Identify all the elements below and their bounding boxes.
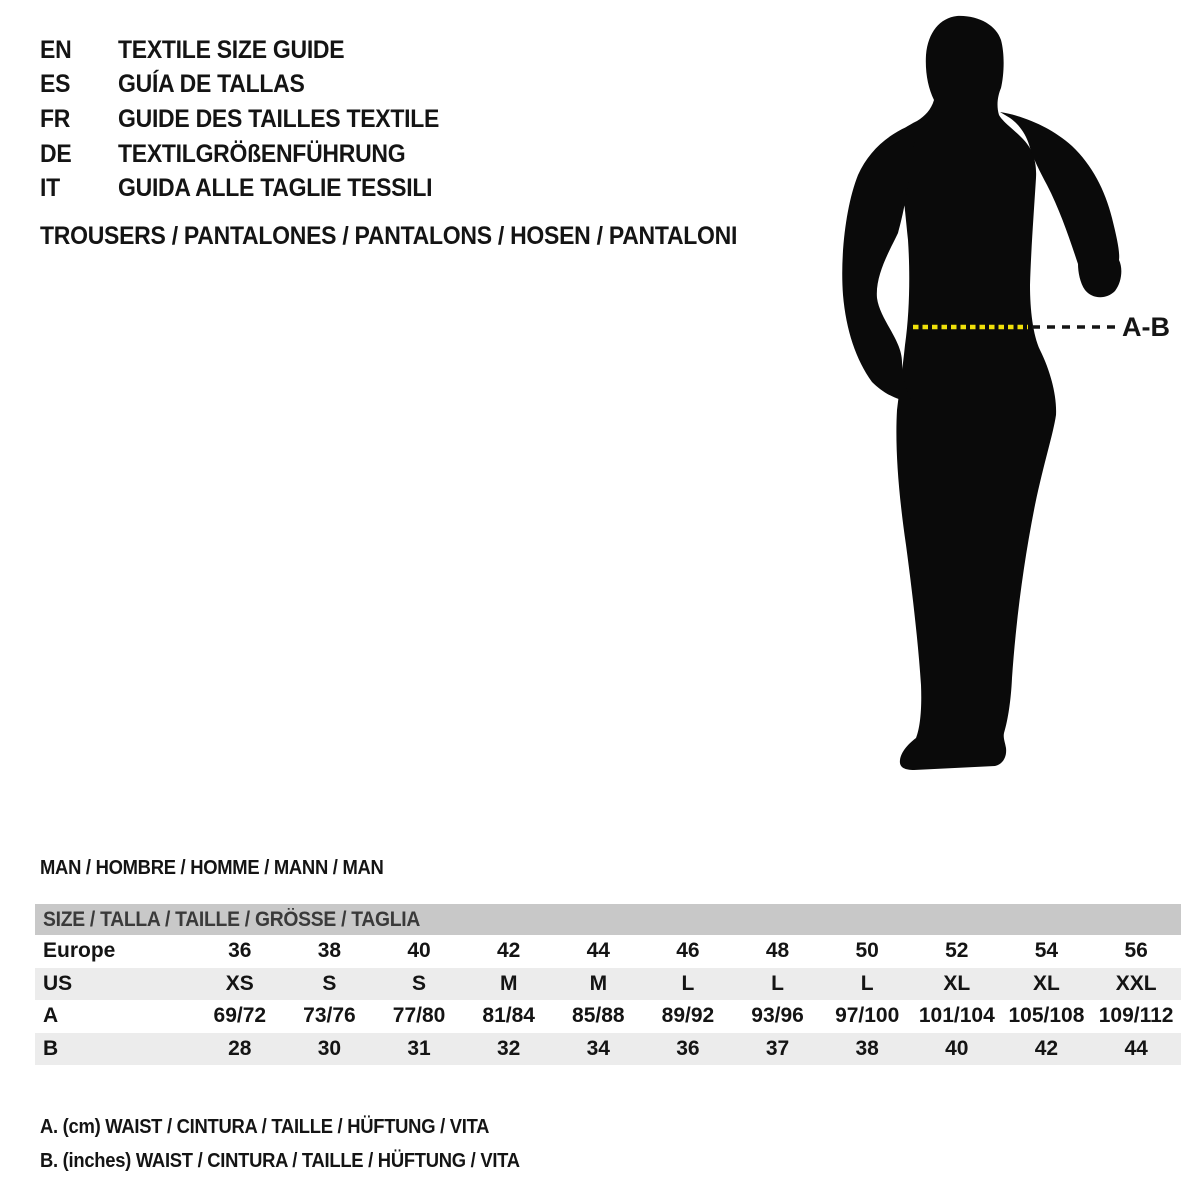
size-cell: S [285,968,375,1001]
lang-code: DE [40,139,72,168]
lang-label: GUIDA ALLE TAGLIE TESSILI [118,174,433,203]
category-heading: TROUSERS / PANTALONES / PANTALONS / HOSEN / PANTALONI [40,222,738,250]
size-cell: 40 [407,939,431,963]
size-cell: 56 [1124,939,1148,963]
size-cell: 44 [1091,1033,1181,1066]
size-cell: 89/92 [661,1004,715,1028]
size-cell: 34 [554,1033,644,1066]
lang-label: GUÍA DE TALLAS [118,70,305,99]
size-cell: M [464,968,554,1001]
size-cell: 48 [765,939,790,963]
lang-row-it [40,171,467,206]
footnotes [40,1110,562,1178]
lang-code: IT [40,174,60,203]
lang-row-es [40,68,467,103]
lang-row-en [40,33,467,68]
size-cell: XS [195,968,285,1001]
lang-label: GUIDE DES TAILLES TEXTILE [118,104,440,133]
size-cell: XXL [1091,968,1181,1001]
table-row-a-cm [35,1000,1181,1033]
size-cell: L [822,968,912,1001]
lang-row-fr [40,102,467,137]
size-cell: 69/72 [213,1004,267,1028]
size-cell: 31 [374,1033,464,1066]
size-cell: 30 [285,1033,375,1066]
footnote-b-inches: B. (inches) WAIST / CINTURA / TAILLE / HÜFTUNG / VITA [40,1150,520,1172]
row-label: US [35,968,195,1001]
size-cell: 52 [945,939,969,963]
size-cell: 93/96 [751,1004,804,1028]
size-cell: XL [912,968,1002,1001]
size-cell: 85/88 [572,1004,625,1028]
lang-label: TEXTILE SIZE GUIDE [118,35,345,64]
man-silhouette-figure [838,4,1190,790]
size-cell: 42 [497,939,521,963]
table-row-b-inches [35,1033,1181,1066]
size-cell: 109/112 [1098,1004,1174,1028]
size-cell: S [374,968,464,1001]
size-cell: 38 [317,939,342,963]
size-table-header: SIZE / TALLA / TAILLE / GRÖSSE / TAGLIA [35,904,1181,935]
table-row-europe [35,935,1181,968]
size-cell: L [643,968,733,1001]
section-heading: MAN / HOMBRE / HOMME / MANN / MAN [40,857,384,879]
language-guide [40,33,467,206]
size-cell: 50 [855,939,879,963]
lang-code: EN [40,35,72,64]
size-table [35,904,1181,1065]
size-cell: 40 [912,1033,1002,1066]
size-cell: 81/84 [482,1004,535,1028]
row-label: B [35,1033,195,1066]
size-cell: 77/80 [392,1004,446,1028]
size-cell: XL [1002,968,1092,1001]
measure-label: A-B [1122,312,1170,342]
size-cell: 73/76 [303,1004,356,1028]
size-cell: 97/100 [835,1004,900,1028]
lang-code: FR [40,104,71,133]
size-cell: 36 [643,1033,733,1066]
size-cell: 36 [228,939,252,963]
size-table-header-row [35,904,1181,935]
size-cell: 44 [586,939,610,963]
footnote-a-cm: A. (cm) WAIST / CINTURA / TAILLE / HÜFTUNG / VITA [40,1116,490,1138]
size-cell: 54 [1034,939,1059,963]
row-label: Europe [43,939,116,963]
lang-row-de [40,137,467,172]
size-cell: 37 [733,1033,823,1066]
size-cell: 105/108 [1008,1004,1085,1028]
size-cell: 28 [195,1033,285,1066]
size-cell: 101/104 [918,1004,995,1028]
table-row-us [35,968,1181,1001]
size-cell: 38 [822,1033,912,1066]
man-figure [838,4,1190,790]
lang-code: ES [40,70,71,99]
row-label: A [43,1004,59,1028]
size-cell: L [733,968,823,1001]
lang-label: TEXTILGRÖßENFÜHRUNG [118,139,406,168]
size-cell: 32 [464,1033,554,1066]
size-cell: 46 [676,939,700,963]
size-cell: M [554,968,644,1001]
size-cell: 42 [1002,1033,1092,1066]
